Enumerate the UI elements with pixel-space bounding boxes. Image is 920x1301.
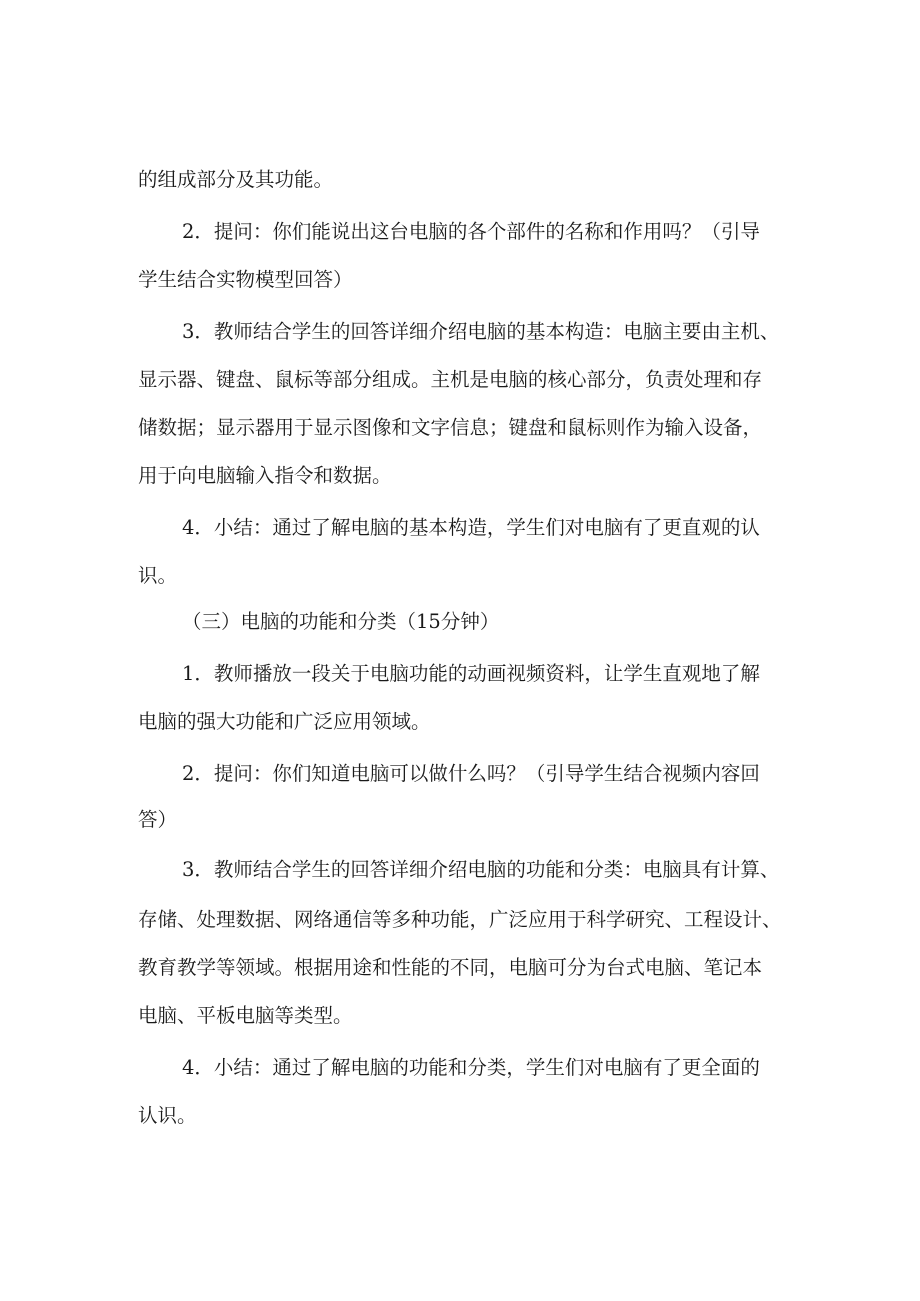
- text-line: 电脑的强大功能和广泛应用领域。: [138, 710, 431, 733]
- text-line: 认识。: [138, 1104, 197, 1127]
- text-line: 显示器、键盘、鼠标等部分组成。主机是电脑的核心部分，负责处理和存: [138, 368, 763, 391]
- text-line: 教育教学等领域。根据用途和性能的不同，电脑可分为台式电脑、笔记本: [138, 956, 763, 979]
- text-line: 4．小结：通过了解电脑的功能和分类，学生们对电脑有了更全面的: [182, 1056, 760, 1079]
- text-line: 电脑、平板电脑等类型。: [138, 1004, 353, 1027]
- text-line: 储数据；显示器用于显示图像和文字信息；键盘和鼠标则作为输入设备，: [138, 416, 763, 439]
- text-line: 的组成部分及其功能。: [138, 168, 334, 191]
- text-line: 学生结合实物模型回答）: [138, 268, 353, 291]
- text-line: 1．教师播放一段关于电脑功能的动画视频资料，让学生直观地了解: [182, 662, 760, 685]
- section-heading: （三）电脑的功能和分类（15分钟）: [182, 610, 500, 633]
- text-line: 识。: [138, 564, 178, 587]
- text-line: 存储、处理数据、网络通信等多种功能，广泛应用于科学研究、工程设计、: [138, 908, 782, 931]
- text-line: 2．提问：你们知道电脑可以做什么吗？（引导学生结合视频内容回: [182, 762, 760, 785]
- text-line: 4．小结：通过了解电脑的基本构造，学生们对电脑有了更直观的认: [182, 516, 760, 539]
- text-line: 2．提问：你们能说出这台电脑的各个部件的名称和作用吗？（引导: [182, 220, 760, 243]
- text-line: 答）: [138, 808, 178, 831]
- text-line: 用于向电脑输入指令和数据。: [138, 464, 392, 487]
- text-line: 3．教师结合学生的回答详细介绍电脑的基本构造：电脑主要由主机、: [182, 320, 780, 343]
- text-line: 3．教师结合学生的回答详细介绍电脑的功能和分类：电脑具有计算、: [182, 858, 780, 881]
